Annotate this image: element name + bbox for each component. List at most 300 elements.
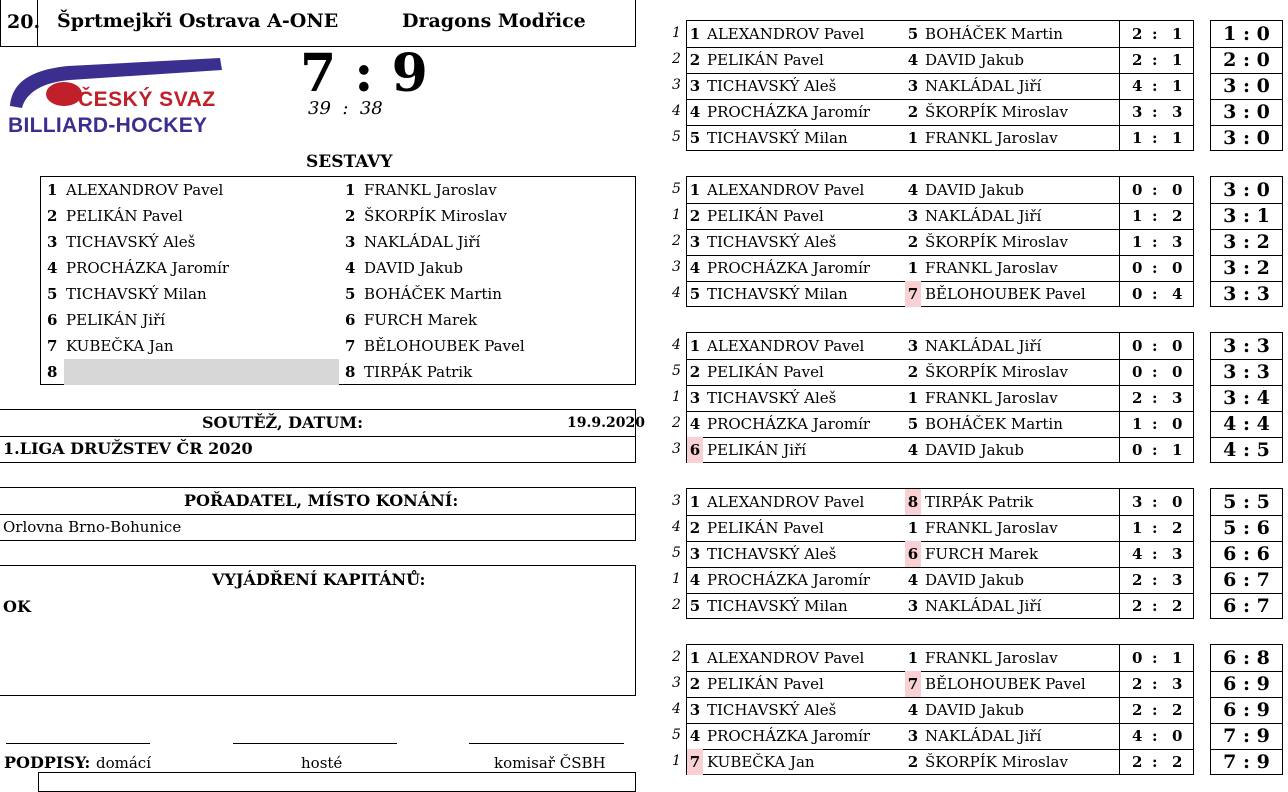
home-player-number: 4	[689, 727, 701, 745]
running-score: 2 : 0	[1223, 49, 1270, 71]
table-number: 2	[672, 51, 681, 67]
game-row	[687, 203, 1193, 229]
away-player-number: 8	[345, 363, 356, 381]
away-player-name: FRANKL Jaroslav	[925, 259, 1058, 277]
running-score-row	[1211, 281, 1282, 307]
running-score: 5 : 5	[1223, 491, 1270, 513]
goal-score: 39 : 38	[308, 98, 383, 119]
goal-separator: :	[1152, 753, 1158, 771]
running-score-row	[1211, 47, 1282, 73]
away-player-number: 1	[907, 129, 919, 147]
home-player-name: PELIKÁN Pavel	[707, 363, 824, 381]
running-score-row	[1211, 125, 1282, 151]
home-player-number: 4	[47, 259, 58, 277]
home-player-number: 7	[47, 337, 58, 355]
away-player-number: 6	[905, 541, 921, 567]
home-player-number: 6	[47, 311, 58, 329]
running-score-row	[1211, 437, 1282, 463]
running-score: 6 : 8	[1223, 647, 1270, 669]
away-team-name: Dragons Modřice	[402, 10, 586, 32]
goal-separator: :	[1152, 415, 1158, 433]
home-player-name: PROCHÁZKA Jaromír	[66, 259, 230, 277]
away-player-name: NAKLÁDAL Jiří	[925, 207, 1042, 225]
home-player-name: TICHAVSKÝ Aleš	[66, 233, 196, 251]
game-row	[687, 515, 1193, 541]
running-score: 6 : 7	[1223, 595, 1270, 617]
running-score-row	[1211, 255, 1282, 281]
table-number: 2	[672, 233, 681, 249]
home-player-name: ALEXANDROV Pavel	[707, 25, 865, 43]
home-player-number: 2	[689, 363, 701, 381]
goal-separator: :	[1152, 519, 1158, 537]
away-player-name: TIRPÁK Patrik	[364, 363, 473, 381]
home-goals: 0	[1132, 441, 1143, 459]
table-number: 3	[672, 675, 681, 691]
running-score: 7 : 9	[1223, 751, 1270, 773]
game-round-table	[686, 488, 1194, 619]
running-score: 3 : 2	[1223, 231, 1270, 253]
running-score-row	[1211, 21, 1282, 47]
running-score: 4 : 5	[1223, 439, 1270, 461]
away-player-number: 3	[907, 77, 919, 95]
home-player-number: 2	[47, 207, 58, 225]
table-number: 1	[672, 389, 681, 405]
away-player-name: NAKLÁDAL Jiří	[925, 337, 1042, 355]
running-score-row	[1211, 359, 1282, 385]
away-goals: 0	[1172, 727, 1183, 745]
goal-separator: :	[1152, 337, 1158, 355]
running-score-row	[1211, 697, 1282, 723]
away-player-number: 3	[907, 337, 919, 355]
away-goals: 2	[1172, 753, 1183, 771]
home-player-name: TICHAVSKÝ Aleš	[707, 77, 837, 95]
home-player-number: 5	[689, 597, 701, 615]
table-number: 5	[672, 129, 681, 145]
goal-separator: :	[1152, 493, 1158, 511]
goal-separator: :	[1152, 441, 1158, 459]
away-player-number: 1	[907, 259, 919, 277]
competition-name: 1.LIGA DRUŽSTEV ČR 2020	[3, 439, 253, 458]
away-player-number: 4	[907, 181, 919, 199]
table-number: 5	[672, 727, 681, 743]
running-score: 3 : 0	[1223, 75, 1270, 97]
captains-box	[0, 565, 636, 696]
signature-line-commissioner	[469, 743, 624, 744]
goal-separator: :	[1152, 259, 1158, 277]
table-number: 3	[672, 77, 681, 93]
home-player-name: TICHAVSKÝ Milan	[66, 285, 207, 303]
table-number: 4	[672, 337, 681, 353]
home-goals: 1	[1132, 207, 1143, 225]
goal-separator: :	[1152, 727, 1158, 745]
competition-label: SOUTĚŽ, DATUM:	[202, 413, 363, 432]
home-player-number: 8	[47, 363, 58, 381]
home-player-name: PELIKÁN Pavel	[707, 207, 824, 225]
away-player-name: DAVID Jakub	[925, 571, 1024, 589]
home-goals: 4	[1132, 545, 1143, 563]
home-player-name: TICHAVSKÝ Aleš	[707, 389, 837, 407]
game-row	[687, 47, 1193, 73]
home-player-name: PROCHÁZKA Jaromír	[707, 415, 871, 433]
table-number: 3	[672, 259, 681, 275]
home-player-number: 3	[689, 233, 701, 251]
running-score: 6 : 9	[1223, 699, 1270, 721]
running-score-table	[1210, 644, 1283, 775]
away-player-name: BĚLOHOUBEK Pavel	[364, 337, 525, 355]
running-score: 6 : 9	[1223, 673, 1270, 695]
away-player-number: 4	[907, 571, 919, 589]
home-player-number: 3	[689, 545, 701, 563]
final-score: 7 : 9	[300, 43, 428, 104]
home-player-number: 5	[47, 285, 58, 303]
running-score-row	[1211, 567, 1282, 593]
home-player-number: 2	[689, 51, 701, 69]
home-goals: 2	[1132, 571, 1143, 589]
lineup-title: SESTAVY	[306, 152, 393, 172]
running-score: 3 : 3	[1223, 335, 1270, 357]
home-goals: 1	[1132, 233, 1143, 251]
home-goals: 0	[1132, 363, 1143, 381]
home-player-number: 4	[689, 415, 701, 433]
table-number: 1	[672, 571, 681, 587]
home-goals: 0	[1132, 285, 1143, 303]
table-number: 1	[672, 25, 681, 41]
table-number: 2	[672, 415, 681, 431]
away-player-number: 5	[907, 415, 919, 433]
home-player-name: PELIKÁN Jiří	[66, 311, 166, 329]
game-row	[687, 645, 1193, 671]
goal-separator: :	[1152, 701, 1158, 719]
game-row	[687, 125, 1193, 151]
away-player-number: 3	[907, 597, 919, 615]
away-goals: 2	[1172, 519, 1183, 537]
table-number: 1	[672, 207, 681, 223]
game-row	[687, 255, 1193, 281]
away-player-number: 1	[907, 389, 919, 407]
home-player-number: 3	[689, 389, 701, 407]
away-player-name: BOHÁČEK Martin	[925, 415, 1063, 433]
goal-separator: :	[1152, 233, 1158, 251]
home-player-number: 5	[689, 285, 701, 303]
lineup-table	[40, 176, 636, 385]
away-goals: 4	[1172, 285, 1183, 303]
running-score-table	[1210, 332, 1283, 463]
running-score-row	[1211, 411, 1282, 437]
running-score-row	[1211, 229, 1282, 255]
running-score-row	[1211, 749, 1282, 775]
away-player-number: 1	[907, 519, 919, 537]
home-goals: 0	[1132, 337, 1143, 355]
away-player-name: FURCH Marek	[364, 311, 478, 329]
home-player-name: PELIKÁN Pavel	[707, 519, 824, 537]
home-player-number: 4	[689, 259, 701, 277]
goal-separator: :	[1152, 597, 1158, 615]
away-player-number: 5	[907, 25, 919, 43]
running-score-row	[1211, 723, 1282, 749]
away-player-number: 8	[905, 489, 921, 515]
away-player-number: 4	[345, 259, 356, 277]
away-player-name: ŠKORPÍK Miroslav	[925, 753, 1068, 771]
game-round-table	[686, 332, 1194, 463]
home-goals: 2	[1132, 753, 1143, 771]
match-number: 20.	[7, 11, 41, 33]
logo-line-1: ČESKÝ SVAZ	[78, 88, 216, 111]
home-goals: 2	[1132, 675, 1143, 693]
away-player-name: DAVID Jakub	[925, 701, 1024, 719]
home-goals: 2	[1132, 701, 1143, 719]
running-score-table	[1210, 20, 1283, 151]
away-player-number: 2	[907, 753, 919, 771]
organizer-box	[0, 487, 636, 541]
away-player-number: 4	[907, 51, 919, 69]
running-score-row	[1211, 645, 1282, 671]
home-player-number: 1	[689, 337, 701, 355]
home-player-name: PROCHÁZKA Jaromír	[707, 259, 871, 277]
competition-date: 19.9.2020	[567, 415, 645, 431]
home-player-number: 3	[689, 701, 701, 719]
running-score: 3 : 3	[1223, 283, 1270, 305]
home-player-name: PELIKÁN Jiří	[707, 441, 807, 459]
home-player-name: ALEXANDROV Pavel	[66, 181, 224, 199]
home-goals: 0	[1132, 181, 1143, 199]
home-player-number: 1	[47, 181, 58, 199]
away-player-name: FRANKL Jaroslav	[925, 129, 1058, 147]
home-goals: 3	[1132, 103, 1143, 121]
home-player-number: 2	[689, 207, 701, 225]
game-row	[687, 567, 1193, 593]
goal-separator: :	[1152, 389, 1158, 407]
away-player-name: FRANKL Jaroslav	[925, 519, 1058, 537]
away-goals: 1	[1172, 441, 1183, 459]
away-player-name: DAVID Jakub	[364, 259, 463, 277]
home-player-name: ALEXANDROV Pavel	[707, 337, 865, 355]
away-goals: 1	[1172, 129, 1183, 147]
away-goals: 0	[1172, 493, 1183, 511]
away-player-number: 3	[345, 233, 356, 251]
away-goals: 0	[1172, 337, 1183, 355]
home-player-name	[64, 359, 339, 385]
table-number: 2	[672, 597, 681, 613]
home-player-number: 7	[687, 749, 703, 775]
home-player-name: TICHAVSKÝ Milan	[707, 129, 848, 147]
home-player-number: 3	[689, 77, 701, 95]
away-player-name: DAVID Jakub	[925, 51, 1024, 69]
away-goals: 3	[1172, 545, 1183, 563]
goal-separator: :	[1152, 545, 1158, 563]
home-player-number: 1	[689, 181, 701, 199]
running-score-row	[1211, 99, 1282, 125]
running-score: 3 : 0	[1223, 127, 1270, 149]
away-player-number: 4	[907, 441, 919, 459]
home-goals: 2	[1132, 51, 1143, 69]
home-goals: 2	[1132, 597, 1143, 615]
goal-separator: :	[1152, 207, 1158, 225]
away-player-number: 7	[345, 337, 356, 355]
away-player-name: NAKLÁDAL Jiří	[925, 727, 1042, 745]
away-goals: 2	[1172, 207, 1183, 225]
goal-separator: :	[1152, 363, 1158, 381]
game-row	[687, 671, 1193, 697]
home-player-name: TICHAVSKÝ Aleš	[707, 701, 837, 719]
bottom-box-edge	[38, 772, 636, 792]
away-player-name: ŠKORPÍK Miroslav	[364, 207, 507, 225]
game-row	[687, 723, 1193, 749]
game-row	[687, 99, 1193, 125]
home-player-name: PROCHÁZKA Jaromír	[707, 571, 871, 589]
running-score: 6 : 6	[1223, 543, 1270, 565]
game-row	[687, 385, 1193, 411]
running-score-row	[1211, 333, 1282, 359]
home-player-name: PROCHÁZKA Jaromír	[707, 727, 871, 745]
running-score: 6 : 7	[1223, 569, 1270, 591]
home-player-name: TICHAVSKÝ Milan	[707, 285, 848, 303]
home-player-name: ALEXANDROV Pavel	[707, 649, 865, 667]
home-player-name: PELIKÁN Pavel	[66, 207, 183, 225]
goal-separator: :	[1152, 77, 1158, 95]
goal-separator: :	[1152, 571, 1158, 589]
home-player-name: TICHAVSKÝ Milan	[707, 597, 848, 615]
table-number: 2	[672, 649, 681, 665]
table-number: 5	[672, 181, 681, 197]
away-player-name: ŠKORPÍK Miroslav	[925, 363, 1068, 381]
home-player-number: 2	[689, 519, 701, 537]
game-row	[687, 73, 1193, 99]
home-player-name: ALEXANDROV Pavel	[707, 493, 865, 511]
away-player-name: FRANKL Jaroslav	[925, 389, 1058, 407]
home-player-name: PROCHÁZKA Jaromír	[707, 103, 871, 121]
home-player-name: TICHAVSKÝ Aleš	[707, 233, 837, 251]
away-player-name: NAKLÁDAL Jiří	[925, 77, 1042, 95]
home-goals: 0	[1132, 649, 1143, 667]
game-row	[687, 437, 1193, 463]
away-player-number: 1	[907, 649, 919, 667]
away-goals: 3	[1172, 571, 1183, 589]
game-row	[687, 697, 1193, 723]
running-score: 3 : 0	[1223, 101, 1270, 123]
game-round-table	[686, 20, 1194, 151]
signature-line-home	[6, 743, 150, 744]
running-score: 3 : 4	[1223, 387, 1270, 409]
game-row	[687, 411, 1193, 437]
game-row	[687, 593, 1193, 619]
running-score-row	[1211, 489, 1282, 515]
goal-separator: :	[1152, 51, 1158, 69]
game-row	[687, 359, 1193, 385]
table-number: 5	[672, 363, 681, 379]
running-score: 3 : 2	[1223, 257, 1270, 279]
running-score-row	[1211, 671, 1282, 697]
away-goals: 3	[1172, 675, 1183, 693]
away-player-number: 1	[345, 181, 356, 199]
home-goals: 1	[1132, 519, 1143, 537]
away-player-name: BĚLOHOUBEK Pavel	[925, 675, 1086, 693]
away-player-name: BĚLOHOUBEK Pavel	[925, 285, 1086, 303]
away-player-name: BOHÁČEK Martin	[925, 25, 1063, 43]
home-player-number: 5	[689, 129, 701, 147]
home-goals: 1	[1132, 415, 1143, 433]
away-player-number: 2	[907, 103, 919, 121]
away-player-number: 3	[907, 207, 919, 225]
table-number: 3	[672, 493, 681, 509]
running-score: 5 : 6	[1223, 517, 1270, 539]
running-score: 3 : 1	[1223, 205, 1270, 227]
home-player-name: ALEXANDROV Pavel	[707, 181, 865, 199]
away-goals: 3	[1172, 389, 1183, 407]
running-score: 3 : 3	[1223, 361, 1270, 383]
home-player-number: 6	[687, 437, 703, 463]
home-player-name: PELIKÁN Pavel	[707, 51, 824, 69]
home-goals: 3	[1132, 493, 1143, 511]
signature-home-label: domácí	[96, 754, 151, 772]
running-score-row	[1211, 203, 1282, 229]
home-goals: 4	[1132, 727, 1143, 745]
home-player-name: TICHAVSKÝ Aleš	[707, 545, 837, 563]
home-goals: 2	[1132, 25, 1143, 43]
game-row	[687, 229, 1193, 255]
away-player-name: NAKLÁDAL Jiří	[925, 597, 1042, 615]
running-score-table	[1210, 176, 1283, 307]
running-score-row	[1211, 515, 1282, 541]
game-row	[687, 749, 1193, 775]
game-round-table	[686, 644, 1194, 775]
running-score-row	[1211, 541, 1282, 567]
captains-statement: OK	[3, 597, 31, 616]
goal-separator: :	[1152, 129, 1158, 147]
away-goals: 1	[1172, 51, 1183, 69]
match-header	[0, 0, 636, 47]
home-player-number: 4	[689, 571, 701, 589]
away-goals: 1	[1172, 25, 1183, 43]
away-goals: 2	[1172, 701, 1183, 719]
away-player-name: FRANKL Jaroslav	[925, 649, 1058, 667]
running-score: 1 : 0	[1223, 23, 1270, 45]
away-goals: 3	[1172, 233, 1183, 251]
logo-line-2: BILLIARD-HOCKEY	[8, 114, 208, 137]
game-row	[687, 281, 1193, 307]
away-goals: 2	[1172, 597, 1183, 615]
captains-label: VYJÁDŘENÍ KAPITÁNŮ:	[212, 570, 426, 589]
away-goals: 0	[1172, 181, 1183, 199]
goal-separator: :	[1152, 25, 1158, 43]
running-score-row	[1211, 73, 1282, 99]
away-player-name: FURCH Marek	[925, 545, 1039, 563]
away-goals: 0	[1172, 415, 1183, 433]
home-goals: 4	[1132, 77, 1143, 95]
home-player-number: 4	[689, 103, 701, 121]
home-player-number: 1	[689, 25, 701, 43]
away-player-number: 2	[345, 207, 356, 225]
away-player-name: FRANKL Jaroslav	[364, 181, 497, 199]
running-score: 4 : 4	[1223, 413, 1270, 435]
game-row	[687, 489, 1193, 515]
goal-separator: :	[1152, 649, 1158, 667]
csbh-logo	[8, 54, 223, 140]
away-player-number: 7	[905, 281, 921, 307]
away-player-number: 7	[905, 671, 921, 697]
away-player-number: 2	[907, 363, 919, 381]
table-number: 5	[672, 545, 681, 561]
goal-separator: :	[1152, 103, 1158, 121]
home-player-number: 3	[47, 233, 58, 251]
away-player-name: ŠKORPÍK Miroslav	[925, 103, 1068, 121]
away-goals: 1	[1172, 77, 1183, 95]
running-score-table	[1210, 488, 1283, 619]
competition-box	[0, 409, 645, 463]
game-round-table	[686, 176, 1194, 307]
away-player-name: TIRPÁK Patrik	[925, 493, 1034, 511]
organizer-venue: Orlovna Brno-Bohunice	[3, 518, 182, 536]
table-number: 1	[672, 753, 681, 769]
